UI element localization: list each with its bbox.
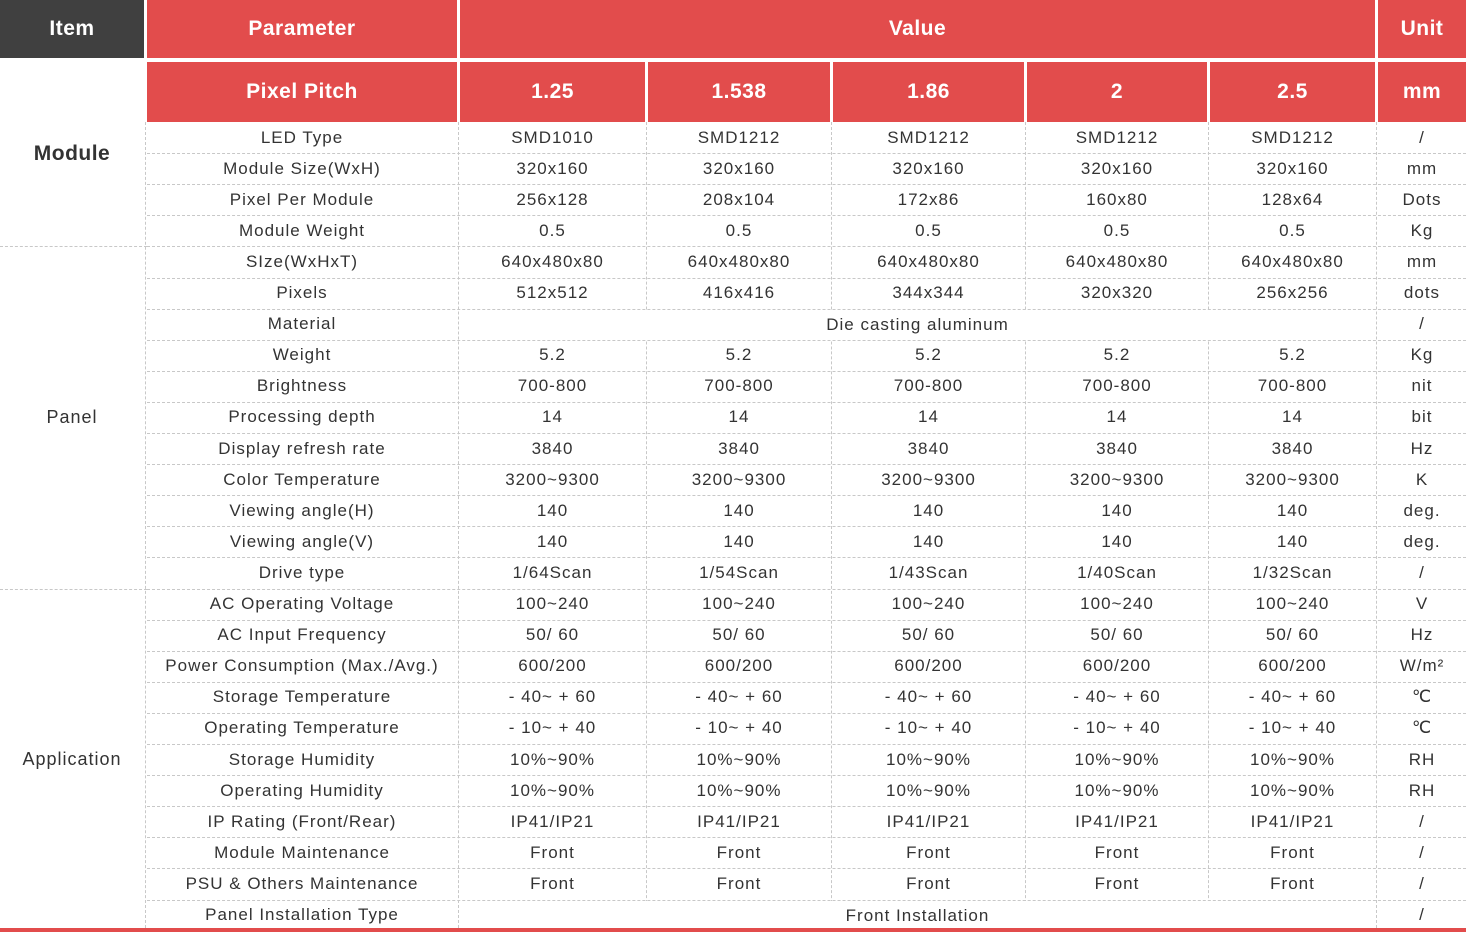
value-cell: 700-800 — [1082, 376, 1152, 396]
value-cell: 320x320 — [1080, 283, 1154, 303]
parameter-cell: IP Rating (Front/Rear) — [207, 811, 397, 831]
pixel-pitch-value: 1.538 — [648, 62, 830, 122]
merged-value-cell: Front Installation — [460, 901, 1375, 931]
parameter-cell: SIze(WxHxT) — [245, 251, 359, 271]
value-cell: 0.5 — [539, 220, 566, 240]
value-cell: 14 — [728, 407, 750, 427]
value-cell: Front — [1094, 873, 1140, 893]
pixel-pitch-value: 1.86 — [833, 62, 1024, 122]
group-label: Module — [33, 142, 111, 166]
value-cell: 100~240 — [1255, 594, 1330, 614]
value-cell: 10%~90% — [510, 749, 595, 769]
value-cell: 1/64Scan — [512, 562, 593, 582]
value-cell: 140 — [723, 531, 755, 551]
column-divider — [1376, 122, 1377, 928]
value-cell: 0.5 — [725, 220, 753, 240]
value-cell: 5.2 — [1279, 345, 1306, 365]
value-cell: 140 — [912, 531, 945, 551]
unit-cell: / — [1419, 562, 1425, 582]
parameter-cell: Viewing angle(V) — [229, 531, 375, 551]
parameter-cell: AC Operating Voltage — [209, 594, 395, 614]
value-cell: - 40~ + 60 — [508, 687, 597, 707]
value-cell: 10%~90% — [886, 780, 971, 800]
value-cell: 640x480x80 — [1065, 251, 1169, 271]
parameter-cell: Storage Humidity — [228, 749, 376, 769]
unit-cell: / — [1419, 873, 1425, 893]
value-cell: 320x160 — [516, 158, 589, 178]
value-cell: IP41/IP21 — [1250, 811, 1335, 831]
value-cell: 3200~9300 — [691, 469, 787, 489]
value-cell: 5.2 — [725, 345, 753, 365]
value-cell: 128x64 — [1261, 189, 1324, 209]
value-cell: - 10~ + 40 — [1248, 718, 1337, 738]
value-cell: Front — [906, 842, 951, 862]
value-cell: - 40~ + 60 — [1248, 687, 1337, 707]
value-cell: 1/40Scan — [1077, 562, 1157, 582]
value-cell: 140 — [1101, 531, 1133, 551]
parameter-cell: Material — [267, 314, 337, 334]
value-cell: 160x80 — [1086, 189, 1148, 209]
column-divider — [145, 122, 146, 928]
value-cell: 140 — [723, 500, 755, 520]
value-cell: Front — [716, 873, 762, 893]
value-cell: - 10~ + 40 — [695, 718, 783, 738]
parameter-cell: Weight — [272, 345, 332, 365]
value-cell: 0.5 — [1279, 220, 1306, 240]
value-cell: 700-800 — [704, 376, 774, 396]
parameter-cell: Pixels — [276, 283, 328, 303]
unit-cell: Hz — [1410, 625, 1434, 645]
unit-cell: dots — [1403, 283, 1441, 303]
parameter-cell: Operating Temperature — [204, 718, 400, 738]
value-cell: 0.5 — [1103, 220, 1131, 240]
value-cell: 14 — [1282, 407, 1303, 427]
value-cell: - 40~ + 60 — [884, 687, 973, 707]
column-divider — [831, 122, 832, 928]
parameter-cell: AC Input Frequency — [217, 625, 387, 645]
value-cell: 3840 — [531, 438, 574, 458]
unit-cell: Dots — [1402, 189, 1442, 209]
value-cell: - 10~ + 40 — [884, 718, 973, 738]
value-cell: 640x480x80 — [687, 251, 791, 271]
value-cell: 600/200 — [518, 656, 587, 676]
unit-cell: / — [1419, 811, 1425, 831]
value-cell: Front — [1094, 842, 1140, 862]
value-cell: 600/200 — [704, 656, 774, 676]
unit-cell: deg. — [1403, 500, 1441, 520]
merged-value-cell: Die casting aluminum — [460, 310, 1375, 340]
pixel-pitch-value: 1.25 — [460, 62, 645, 122]
value-cell: 3840 — [907, 438, 950, 458]
group-label: Panel — [46, 406, 98, 427]
value-cell: Front — [1270, 873, 1315, 893]
value-cell: IP41/IP21 — [510, 811, 595, 831]
pixel-pitch-unit: mm — [1378, 62, 1466, 122]
value-cell: 3200~9300 — [881, 469, 976, 489]
value-cell: 3200~9300 — [505, 469, 600, 489]
value-cell: 320x160 — [1256, 158, 1329, 178]
header-unit: Unit — [1378, 0, 1466, 58]
unit-cell: deg. — [1403, 531, 1441, 551]
value-cell: 50/ 60 — [1090, 625, 1144, 645]
value-cell: 1/32Scan — [1252, 562, 1333, 582]
value-cell: 640x480x80 — [501, 251, 604, 271]
pixel-pitch-value: 2 — [1027, 62, 1207, 122]
value-cell: 5.2 — [915, 345, 942, 365]
value-cell: Front — [906, 873, 951, 893]
unit-cell: V — [1415, 594, 1429, 614]
value-cell: - 40~ + 60 — [695, 687, 783, 707]
header-item: Item — [0, 0, 144, 58]
value-cell: 256x128 — [516, 189, 589, 209]
value-cell: 14 — [918, 407, 939, 427]
unit-cell: Kg — [1410, 345, 1434, 365]
value-cell: 140 — [1276, 500, 1309, 520]
unit-cell: / — [1419, 842, 1425, 862]
unit-cell: bit — [1411, 407, 1433, 427]
unit-cell: nit — [1411, 376, 1433, 396]
parameter-cell: LED Type — [260, 127, 344, 147]
value-cell: 1/54Scan — [699, 562, 779, 582]
value-cell: SMD1212 — [1251, 127, 1334, 147]
value-cell: 3200~9300 — [1245, 469, 1340, 489]
parameter-cell: Power Consumption (Max./Avg.) — [165, 656, 439, 676]
parameter-cell: Drive type — [258, 562, 346, 582]
value-cell: 320x160 — [892, 158, 965, 178]
unit-cell: K — [1415, 469, 1429, 489]
value-cell: 320x160 — [702, 158, 776, 178]
value-cell: 10%~90% — [1074, 749, 1160, 769]
value-cell: 140 — [536, 500, 569, 520]
value-cell: 10%~90% — [1250, 780, 1335, 800]
unit-cell: Kg — [1410, 220, 1434, 240]
value-cell: 50/ 60 — [525, 625, 580, 645]
value-cell: 10%~90% — [1250, 749, 1335, 769]
value-cell: IP41/IP21 — [886, 811, 971, 831]
value-cell: 700-800 — [517, 376, 588, 396]
value-cell: 100~240 — [891, 594, 966, 614]
header-value: Value — [460, 0, 1375, 58]
parameter-cell: Processing depth — [228, 407, 376, 427]
value-cell: 100~240 — [702, 594, 776, 614]
value-cell: 1/43Scan — [888, 562, 969, 582]
parameter-cell: Module Weight — [238, 220, 366, 240]
unit-cell: RH — [1408, 780, 1436, 800]
value-cell: 640x480x80 — [877, 251, 980, 271]
unit-cell: ℃ — [1411, 718, 1433, 738]
value-cell: 10%~90% — [510, 780, 595, 800]
column-divider — [458, 122, 459, 928]
pixel-pitch-value: 2.5 — [1210, 62, 1375, 122]
unit-cell: / — [1419, 314, 1425, 334]
value-cell: 50/ 60 — [712, 625, 766, 645]
value-cell: 3200~9300 — [1069, 469, 1165, 489]
value-cell: 512x512 — [516, 283, 589, 303]
value-cell: Front — [530, 842, 575, 862]
unit-cell: / — [1419, 905, 1425, 925]
parameter-cell: Operating Humidity — [220, 780, 384, 800]
value-cell: 140 — [536, 531, 569, 551]
value-cell: 172x86 — [897, 189, 960, 209]
value-cell: 50/ 60 — [901, 625, 956, 645]
unit-cell: RH — [1408, 749, 1436, 769]
bottom-accent-bar — [0, 928, 1466, 932]
value-cell: 208x104 — [702, 189, 776, 209]
value-cell: - 40~ + 60 — [1073, 687, 1161, 707]
unit-cell: ℃ — [1411, 687, 1433, 707]
value-cell: 3840 — [718, 438, 760, 458]
value-cell: 640x480x80 — [1241, 251, 1344, 271]
value-cell: SMD1212 — [697, 127, 781, 147]
column-divider — [1208, 122, 1209, 928]
value-cell: SMD1010 — [511, 127, 594, 147]
unit-cell: Hz — [1410, 438, 1434, 458]
value-cell: 10%~90% — [1074, 780, 1160, 800]
unit-cell: W/m² — [1399, 656, 1445, 676]
value-cell: IP41/IP21 — [1075, 811, 1159, 831]
parameter-cell: Viewing angle(H) — [229, 500, 375, 520]
value-cell: 100~240 — [1080, 594, 1154, 614]
value-cell: SMD1212 — [887, 127, 970, 147]
header-parameter: Parameter — [147, 0, 457, 58]
parameter-cell: Brightness — [256, 376, 348, 396]
value-cell: 256x256 — [1256, 283, 1329, 303]
value-cell: 320x160 — [1080, 158, 1154, 178]
parameter-cell: PSU & Others Maintenance — [185, 873, 419, 893]
value-cell: 600/200 — [894, 656, 963, 676]
value-cell: 344x344 — [892, 283, 965, 303]
unit-cell: / — [1419, 127, 1425, 147]
value-cell: 10%~90% — [696, 780, 782, 800]
group-label: Application — [22, 749, 122, 770]
value-cell: 50/ 60 — [1265, 625, 1320, 645]
value-cell: SMD1212 — [1075, 127, 1159, 147]
value-cell: 416x416 — [702, 283, 776, 303]
value-cell: 14 — [1106, 407, 1128, 427]
value-cell: 3840 — [1271, 438, 1314, 458]
unit-cell: mm — [1406, 158, 1438, 178]
value-cell: 140 — [912, 500, 945, 520]
column-divider — [1025, 122, 1026, 928]
parameter-cell: Panel Installation Type — [205, 905, 399, 925]
parameter-cell: Display refresh rate — [218, 438, 386, 458]
parameter-cell: Pixel Per Module — [229, 189, 375, 209]
parameter-cell: Color Temperature — [223, 469, 381, 489]
value-cell: - 10~ + 40 — [508, 718, 597, 738]
value-cell: Front — [530, 873, 575, 893]
value-cell: IP41/IP21 — [697, 811, 781, 831]
value-cell: 10%~90% — [886, 749, 971, 769]
value-cell: 600/200 — [1082, 656, 1152, 676]
value-cell: 3840 — [1096, 438, 1138, 458]
value-cell: Front — [1270, 842, 1315, 862]
value-cell: Front — [716, 842, 762, 862]
value-cell: 0.5 — [915, 220, 942, 240]
column-divider — [646, 122, 647, 928]
value-cell: 700-800 — [893, 376, 964, 396]
value-cell: 14 — [542, 407, 563, 427]
value-cell: 100~240 — [515, 594, 590, 614]
value-cell: - 10~ + 40 — [1073, 718, 1161, 738]
value-cell: 5.2 — [539, 345, 566, 365]
parameter-cell: Module Size(WxH) — [223, 158, 381, 178]
pixel-pitch-label: Pixel Pitch — [147, 62, 457, 122]
value-cell: 5.2 — [1103, 345, 1131, 365]
value-cell: 700-800 — [1257, 376, 1328, 396]
parameter-cell: Module Maintenance — [214, 842, 390, 862]
unit-cell: mm — [1406, 251, 1438, 271]
value-cell: 600/200 — [1258, 656, 1327, 676]
value-cell: 140 — [1101, 500, 1133, 520]
value-cell: 140 — [1276, 531, 1309, 551]
parameter-cell: Storage Temperature — [212, 687, 392, 707]
value-cell: 10%~90% — [696, 749, 782, 769]
